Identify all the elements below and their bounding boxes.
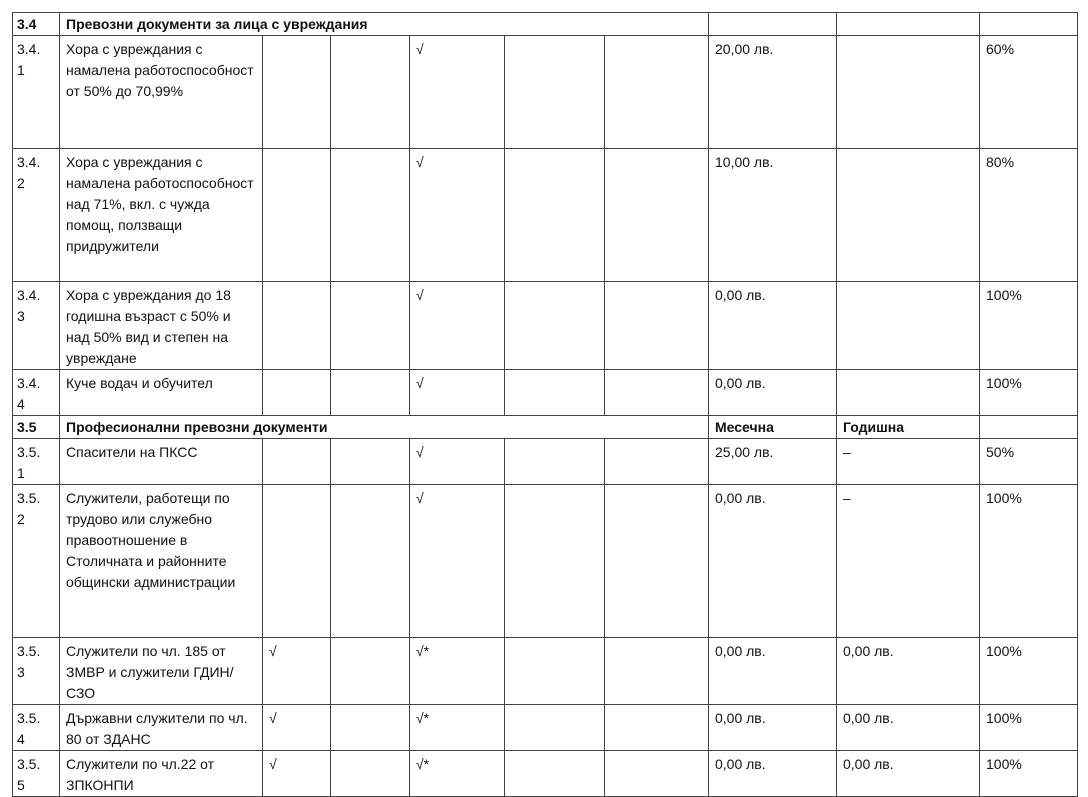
mark-col-4 [505, 439, 605, 485]
mark-col-4 [505, 485, 605, 638]
mark-col-5 [605, 705, 709, 751]
discount-header [980, 13, 1078, 36]
mark-col-5 [605, 370, 709, 416]
discount-percent: 100% [980, 751, 1078, 797]
mark-col-2 [331, 36, 410, 149]
yearly-price: – [837, 439, 980, 485]
yearly-price [837, 370, 980, 416]
mark-col-2 [331, 149, 410, 282]
mark-col-4 [505, 638, 605, 705]
row-number: 3.5. 5 [13, 751, 60, 797]
section-title: Превозни документи за лица с увреждания [60, 13, 709, 36]
mark-col-2 [331, 705, 410, 751]
row-label: Спасители на ПКСС [60, 439, 263, 485]
table-body [13, 13, 1078, 797]
mark-col-1: √ [263, 705, 331, 751]
mark-col-5 [605, 485, 709, 638]
discount-header [980, 416, 1078, 439]
mark-col-1 [263, 370, 331, 416]
yearly-price [837, 36, 980, 149]
section-header-row [13, 416, 1078, 439]
mark-col-2 [331, 282, 410, 370]
section-title: Професионални превозни документи [60, 416, 709, 439]
table-row [13, 36, 1078, 149]
mark-col-4 [505, 149, 605, 282]
table-row [13, 638, 1078, 705]
row-number: 3.5. 1 [13, 439, 60, 485]
mark-col-5 [605, 282, 709, 370]
mark-col-2 [331, 751, 410, 797]
table-row [13, 485, 1078, 638]
mark-col-3: √ [410, 439, 505, 485]
mark-col-2 [331, 439, 410, 485]
monthly-header [709, 13, 837, 36]
mark-col-5 [605, 149, 709, 282]
mark-col-5 [605, 439, 709, 485]
mark-col-4 [505, 705, 605, 751]
mark-col-2 [331, 485, 410, 638]
mark-col-4 [505, 370, 605, 416]
mark-col-3: √* [410, 638, 505, 705]
section-number: 3.4 [13, 13, 60, 36]
monthly-price: 0,00 лв. [709, 370, 837, 416]
yearly-header [837, 13, 980, 36]
table-row [13, 439, 1078, 485]
row-number: 3.4. 4 [13, 370, 60, 416]
mark-col-5 [605, 751, 709, 797]
mark-col-3: √ [410, 370, 505, 416]
discount-percent: 60% [980, 36, 1078, 149]
row-label: Служители по чл.22 от ЗПКОНПИ [60, 751, 263, 797]
discount-percent: 50% [980, 439, 1078, 485]
row-label: Куче водач и обучител [60, 370, 263, 416]
discount-percent: 100% [980, 370, 1078, 416]
row-label: Служители по чл. 185 от ЗМВР и служители ГДИН/СЗО [60, 638, 263, 705]
mark-col-1: √ [263, 751, 331, 797]
row-label: Държавни служители по чл. 80 от ЗДАНС [60, 705, 263, 751]
mark-col-3: √* [410, 705, 505, 751]
mark-col-1 [263, 439, 331, 485]
mark-col-4 [505, 751, 605, 797]
section-header-row [13, 13, 1078, 36]
mark-col-1: √ [263, 638, 331, 705]
monthly-price: 0,00 лв. [709, 705, 837, 751]
row-number: 3.4. 2 [13, 149, 60, 282]
row-label: Служители, работещи по трудово или служебно правоотношение в Столичната и районните общински администрации [60, 485, 263, 638]
monthly-price: 20,00 лв. [709, 36, 837, 149]
monthly-price: 0,00 лв. [709, 485, 837, 638]
table-row [13, 149, 1078, 282]
yearly-price: 0,00 лв. [837, 705, 980, 751]
yearly-price: 0,00 лв. [837, 751, 980, 797]
discount-percent: 100% [980, 485, 1078, 638]
section-number: 3.5 [13, 416, 60, 439]
yearly-price: 0,00 лв. [837, 638, 980, 705]
table-row [13, 282, 1078, 370]
row-label: Хора с увреждания с намалена работоспособност над 71%, вкл. с чужда помощ, ползващи придружители [60, 149, 263, 282]
discount-percent: 100% [980, 282, 1078, 370]
mark-col-3: √* [410, 751, 505, 797]
mark-col-5 [605, 638, 709, 705]
monthly-price: 0,00 лв. [709, 751, 837, 797]
mark-col-1 [263, 36, 331, 149]
monthly-header: Месечна [709, 416, 837, 439]
mark-col-3: √ [410, 36, 505, 149]
mark-col-1 [263, 485, 331, 638]
mark-col-3: √ [410, 282, 505, 370]
monthly-price: 10,00 лв. [709, 149, 837, 282]
fare-discount-table [12, 12, 1078, 797]
discount-percent: 100% [980, 638, 1078, 705]
mark-col-2 [331, 638, 410, 705]
yearly-price [837, 282, 980, 370]
row-number: 3.4. 1 [13, 36, 60, 149]
mark-col-3: √ [410, 149, 505, 282]
yearly-header: Годишна [837, 416, 980, 439]
table-row [13, 751, 1078, 797]
mark-col-1 [263, 282, 331, 370]
mark-col-5 [605, 36, 709, 149]
yearly-price: – [837, 485, 980, 638]
mark-col-4 [505, 282, 605, 370]
row-number: 3.5. 2 [13, 485, 60, 638]
mark-col-1 [263, 149, 331, 282]
discount-percent: 80% [980, 149, 1078, 282]
row-number: 3.5. 4 [13, 705, 60, 751]
mark-col-3: √ [410, 485, 505, 638]
table-row [13, 705, 1078, 751]
monthly-price: 25,00 лв. [709, 439, 837, 485]
yearly-price [837, 149, 980, 282]
discount-percent: 100% [980, 705, 1078, 751]
mark-col-2 [331, 370, 410, 416]
table-row [13, 370, 1078, 416]
monthly-price: 0,00 лв. [709, 638, 837, 705]
row-number: 3.4. 3 [13, 282, 60, 370]
row-label: Хора с увреждания до 18 годишна възраст с 50% и над 50% вид и степен на увреждане [60, 282, 263, 370]
row-label: Хора с увреждания с намалена работоспособност от 50% до 70,99% [60, 36, 263, 149]
row-number: 3.5. 3 [13, 638, 60, 705]
mark-col-4 [505, 36, 605, 149]
monthly-price: 0,00 лв. [709, 282, 837, 370]
